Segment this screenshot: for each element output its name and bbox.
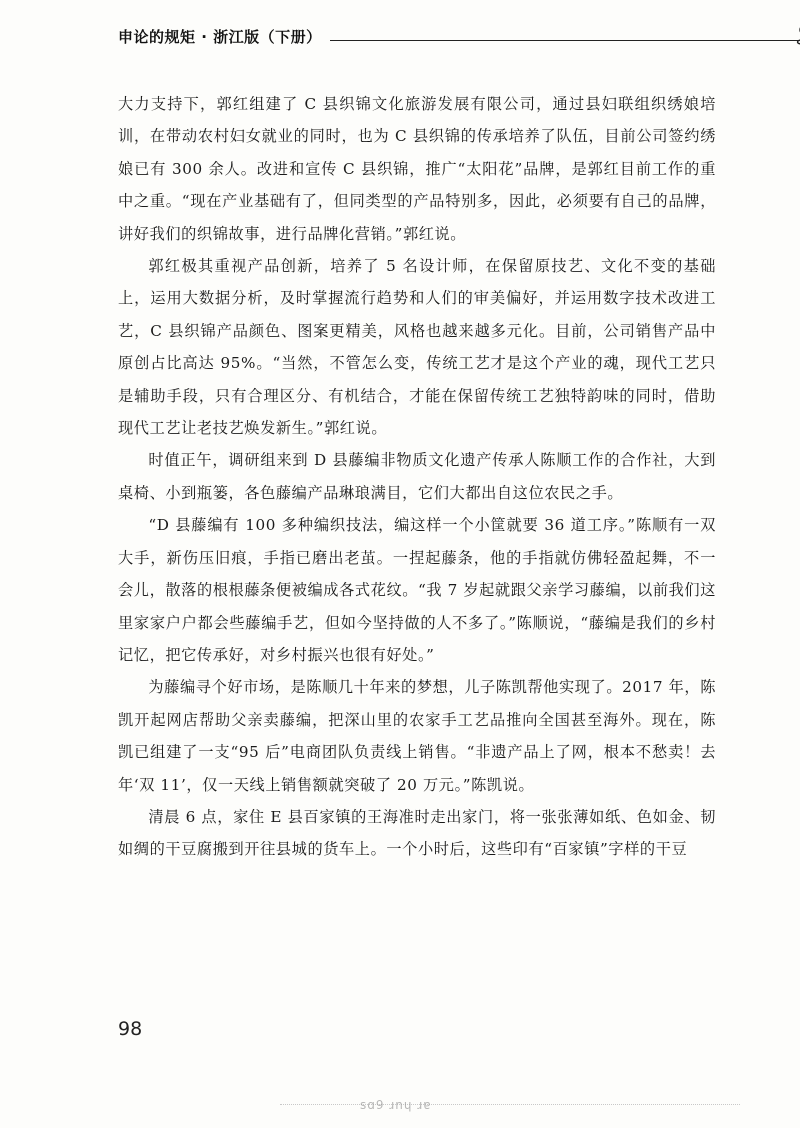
body-text [118, 88, 716, 866]
scan-artifact [280, 1104, 740, 1111]
paragraph: 郭红极其重视产品创新，培养了 5 名设计师，在保留原技艺、文化不变的基础上，运用大数据分析，及时掌握流行趋势和人们的审美偏好，并运用数字技术改进工艺，C 县织锦产品颜色、图案更精美，风格也越来越多元化。目前，公司销售产品中原创占比高达 95%。“当然，不管怎么变，传统工艺才是这个产业的魂，现代工艺只是辅助手段，只有合理区分、有机结合，才能在保留传统工艺独特韵味的同时，借助现代工艺让老技艺焕发新生。”郭红说。 [118, 257, 716, 438]
book-title: 申论的规矩 · 浙江版（下册） [118, 28, 322, 46]
sprout-icon [794, 18, 800, 54]
paragraph: 清晨 6 点，家住 E 县百家镇的王海准时走出家门，将一张张薄如纸、色如金、韧如绸的干豆腐搬到开往县城的货车上。一个小时后，这些印有“百家镇”字样的干豆 [118, 807, 716, 859]
header-rule [330, 40, 800, 41]
running-header [118, 18, 718, 54]
paragraph: 为藤编寻个好市场，是陈顺几十年来的梦想，儿子陈凯帮他实现了。2017 年，陈凯开起网店帮助父亲卖藤编，把深山里的农家手工艺品推向全国甚至海外。现在，陈凯已组建了一支“95 后”电商团队负责线上销售。“非遗产品上了网，根本不愁卖！去年‘双 11’，仅一天线上销售额就突破了 20 万元。”陈凯说。 [118, 678, 716, 794]
footer-watermark: sɑ9 ɹnɥ ɹɐ [360, 1098, 432, 1112]
paragraph: “D 县藤编有 100 多种编织技法，编这样一个小筐就要 36 道工序。”陈顺有一双大手，新伤压旧痕，手指已磨出老茧。一捏起藤条，他的手指就仿佛轻盈起舞，不一会儿，散落的根根藤条便被编成各式花纹。“我 7 岁起就跟父亲学习藤编，以前我们这里家家户户都会些藤编手艺，但如今坚持做的人不多了。”陈顺说，“藤编是我们的乡村记忆，把它传承好，对乡村振兴也很有好处。” [118, 516, 716, 664]
paragraph: 大力支持下，郭红组建了 C 县织锦文化旅游发展有限公司，通过县妇联组织绣娘培训，在带动农村妇女就业的同时，也为 C 县织锦的传承培养了队伍，目前公司签约绣娘已有 300 余人。改进和宣传 C 县织锦，推广“太阳花”品牌，是郭红目前工作的重中之重。“现在产业基础有了，但同类型的产品特别多，因此，必须要有自己的品牌，讲好我们的织锦故事，进行品牌化营销。”郭红说。 [118, 95, 716, 243]
paragraph: 时值正午，调研组来到 D 县藤编非物质文化遗产传承人陈顺工作的合作社，大到桌椅、小到瓶篓，各色藤编产品琳琅满目，它们大都出自这位农民之手。 [118, 451, 716, 502]
page-number: 98 [118, 1018, 143, 1040]
